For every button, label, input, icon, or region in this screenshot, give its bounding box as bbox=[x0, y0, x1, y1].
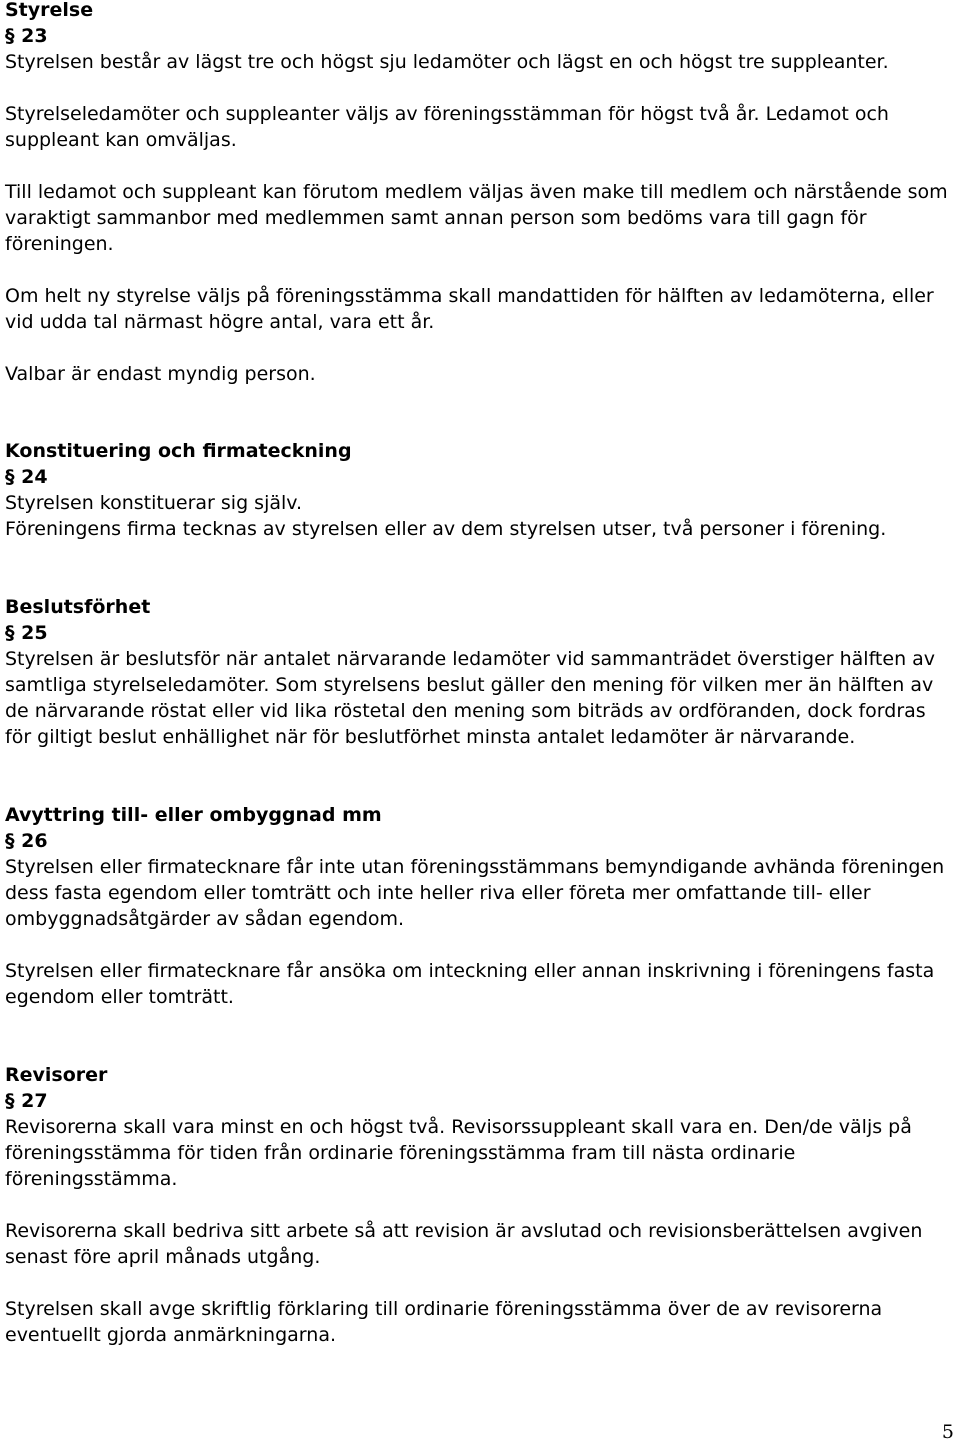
section-number: § 24 bbox=[5, 466, 48, 488]
section-number: § 25 bbox=[5, 622, 48, 644]
paragraph: Styrelsen konstituerar sig själv. bbox=[5, 492, 303, 514]
section-styrelse bbox=[5, 0, 955, 387]
section-number: § 26 bbox=[5, 830, 48, 852]
paragraph: Föreningens firma tecknas av styrelsen eller av dem styrelsen utser, två personer i förening. bbox=[5, 518, 887, 540]
paragraph: Valbar är endast myndig person. bbox=[5, 363, 316, 385]
section-heading: Beslutsförhet bbox=[5, 596, 151, 618]
section-heading: Avyttring till- eller ombyggnad mm bbox=[5, 804, 382, 826]
paragraph: Styrelsen består av lägst tre och högst sju ledamöter och lägst en och högst tre suppleanter. bbox=[5, 51, 889, 73]
section-heading: Revisorer bbox=[5, 1064, 108, 1086]
paragraph: Styrelseledamöter och suppleanter väljs av föreningsstämman för högst två år. Ledamot och suppleant kan omväljas. bbox=[5, 103, 889, 151]
paragraph: Revisorerna skall bedriva sitt arbete så att revision är avslutad och revisionsberättelsen avgiven senast före april månads utgång. bbox=[5, 1220, 923, 1268]
section-konstituering bbox=[5, 438, 955, 542]
section-heading: Styrelse bbox=[5, 0, 94, 21]
page-number: 5 bbox=[941, 1421, 954, 1443]
paragraph: Styrelsen är beslutsför när antalet närvarande ledamöter vid sammanträdet överstiger hälften av samtliga styrelseledamöter. Som styrelsens beslut gäller den mening för vilken mer än hälften av de närvarande röstat eller vid lika röstetal den mening som biträds av ordföranden, dock fordras för giltigt beslut enhällighet när för beslutförhet minsta antalet ledamöter är närvarande. bbox=[5, 648, 936, 748]
section-heading: Konstituering och firmateckning bbox=[5, 440, 352, 462]
paragraph: Om helt ny styrelse väljs på föreningsstämma skall mandattiden för hälften av ledamöterna, eller vid udda tal närmast högre antal, vara ett år. bbox=[5, 285, 934, 333]
section-beslutsforhet bbox=[5, 594, 955, 750]
section-revisorer bbox=[5, 1062, 955, 1348]
paragraph: Styrelsen eller firmatecknare får inte utan föreningsstämmans bemyndigande avhända föreningen dess fasta egendom eller tomträtt och inte heller riva eller företa mer omfattande till- eller ombyggnadsåtgärder av sådan egendom. bbox=[5, 856, 945, 930]
paragraph: Styrelsen skall avge skriftlig förklaring till ordinarie föreningsstämma över de av revisorerna eventuellt gjorda anmärkningarna. bbox=[5, 1298, 883, 1346]
paragraph: Till ledamot och suppleant kan förutom medlem väljas även make till medlem och närstående som varaktigt sammanbor med medlemmen samt annan person som bedöms vara till gagn för föreningen. bbox=[5, 181, 948, 255]
paragraph: Revisorerna skall vara minst en och högst två. Revisorssuppleant skall vara en. Den/de väljs på föreningsstämma för tiden från ordinarie föreningsstämma fram till nästa ordinarie föreningsstämma. bbox=[5, 1116, 912, 1190]
section-number: § 23 bbox=[5, 25, 48, 47]
section-number: § 27 bbox=[5, 1090, 48, 1112]
section-avyttring bbox=[5, 802, 955, 1010]
paragraph: Styrelsen eller firmatecknare får ansöka om inteckning eller annan inskrivning i föreningens fasta egendom eller tomträtt. bbox=[5, 960, 935, 1008]
